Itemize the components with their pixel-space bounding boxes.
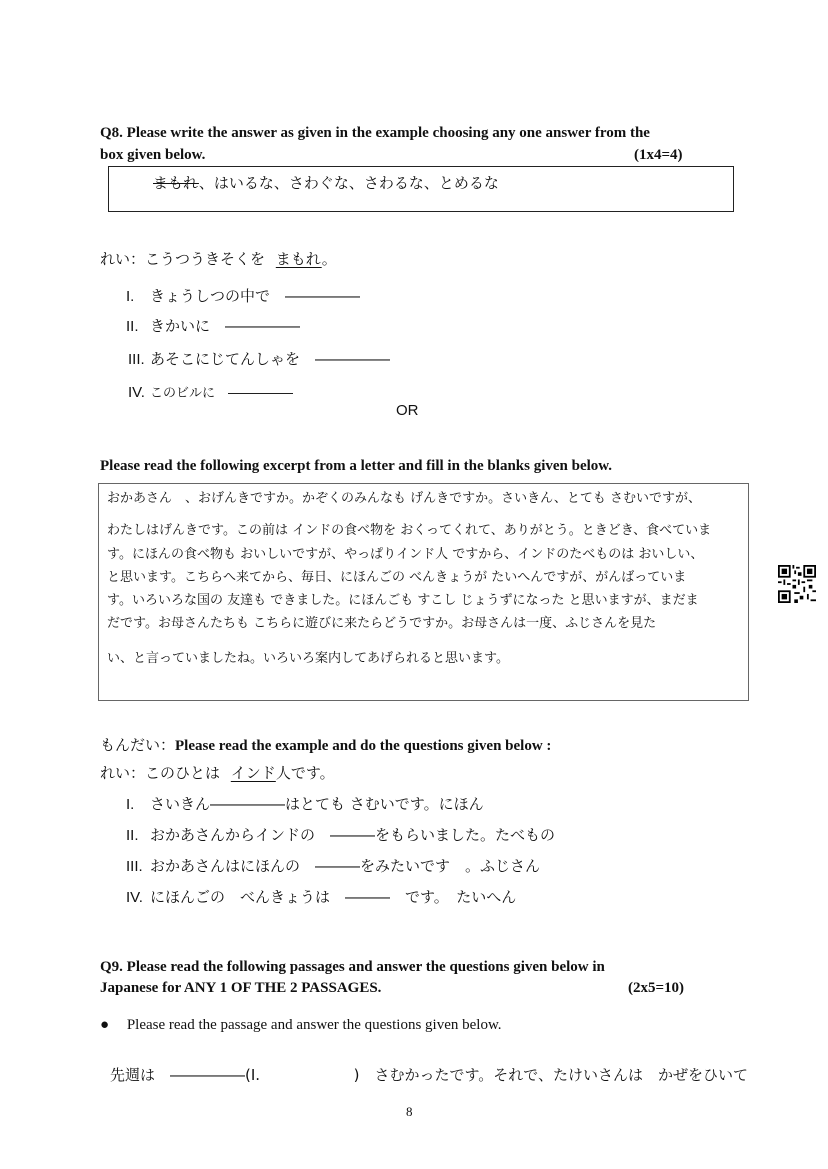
letter-line: と思います。こちらへ来てから、毎日、にほんごの べんきょうが たいへんですが、がんばっていま	[107, 570, 687, 585]
letter-line: だです。お母さんたちも こちらに遊びに来たらどうですか。お母さんは一度、ふじさんを見た	[107, 616, 657, 631]
letter-line: わたしはげんきです。この前は インドの食べ物を おくってくれて、ありがとう。ときどき、食べていま	[107, 523, 712, 538]
q8b-item-3	[126, 856, 540, 877]
example-answer: まもれ	[275, 250, 322, 268]
mondai-en: Please read the example and do the questions given below :	[175, 738, 552, 754]
letter-line: おかあさん 、おげんきですか。かぞくのみんなも げんきですか。さいきん、とても さむいですが、	[107, 491, 702, 506]
q8-title-line2: box given below.	[100, 147, 206, 163]
q8-score: (1x4=4)	[634, 147, 683, 163]
q9-title-line2: Japanese for ANY 1 OF THE 2 PASSAGES.	[100, 980, 382, 996]
item-number: IV.	[128, 384, 145, 401]
bullet-icon: ●	[100, 1017, 110, 1033]
qr-code-icon	[778, 565, 816, 603]
item-number: III.	[126, 858, 143, 875]
item-number: I.	[126, 796, 135, 813]
example-label: れい：こうつうきそくを	[100, 250, 266, 268]
item-number: IV.	[126, 889, 143, 906]
q8-title	[100, 122, 650, 166]
passage-part-b: ) さむかったです。それで、たけいさんは かぜをひいて	[353, 1066, 748, 1084]
bullet-text: Please read the passage and answer the questions given below.	[126, 1017, 502, 1033]
q8-item-3	[128, 349, 390, 370]
example-2-label: れい：このひとは	[100, 764, 221, 782]
q8-title-line1: Q8. Please write the answer as given in the example choosing any one answer from the	[100, 125, 650, 141]
q9-title	[100, 957, 605, 999]
letter-instruction: Please read the following excerpt from a letter and fill in the blanks given below.	[100, 458, 613, 474]
item-number: II.	[126, 318, 139, 335]
mondai-heading	[100, 734, 551, 755]
example-2-end: 人です。	[275, 764, 335, 782]
q8-item-2	[126, 316, 300, 337]
item-number: I.	[126, 288, 135, 305]
q9-bullet-line	[100, 1017, 502, 1034]
q9-passage	[110, 1065, 748, 1085]
item-text: にほんごの べんきょうは ――― です。 たいへん	[150, 888, 517, 906]
struck-choice: まもれ	[153, 174, 199, 192]
q8-example	[100, 249, 337, 269]
item-text: さいきん―――――はとても さむいです。にほん	[150, 795, 484, 813]
q8b-item-2	[126, 825, 555, 846]
item-text: きょうしつの中で ―――――	[150, 287, 361, 305]
q8b-item-1	[126, 794, 484, 815]
item-number: III.	[128, 351, 145, 368]
letter-box	[98, 483, 749, 701]
passage-part-a: 先週は ―――――(I.	[110, 1066, 261, 1084]
item-number: II.	[126, 827, 139, 844]
q9-score: (2x5=10)	[628, 980, 685, 996]
q8-item-1	[126, 286, 360, 307]
q9-title-line1: Q9. Please read the following passages and answer the questions given below in	[100, 959, 605, 975]
item-text: おかあさんはにほんの ―――をみたいです 。ふじさん	[150, 857, 541, 875]
example-end: 。	[321, 250, 337, 268]
item-text: きかいに ―――――	[150, 317, 301, 335]
q8-item-4	[128, 382, 293, 404]
letter-line: い、と言っていましたね。いろいろ案内してあげられると思います。	[107, 651, 509, 666]
item-text: おかあさんからインドの ―――をもらいました。たべもの	[150, 826, 556, 844]
example-2	[100, 763, 335, 783]
q8b-item-4	[126, 887, 516, 908]
letter-line: す。にほんの食べ物も おいしいですが、やっぱりインド人 ですから、インドのたべものは おいしい、	[107, 547, 704, 562]
choices-text	[153, 173, 499, 193]
item-text: あそこにじてんしゃを ―――――	[150, 350, 391, 368]
remaining-choices: 、はいるな、さわぐな、さわるな、とめるな	[198, 174, 499, 192]
mondai-jp: もんだい：	[100, 736, 176, 754]
item-text: このビルに ―――――	[150, 386, 294, 401]
letter-line: す。いろいろな国の 友達も できました。にほんごも すこし じょうずになった と思いますが、まだま	[107, 593, 699, 608]
or-label: OR	[396, 402, 419, 419]
choices-box	[108, 166, 734, 212]
example-2-answer: インド	[230, 764, 276, 782]
page-number: 8	[406, 1104, 413, 1119]
